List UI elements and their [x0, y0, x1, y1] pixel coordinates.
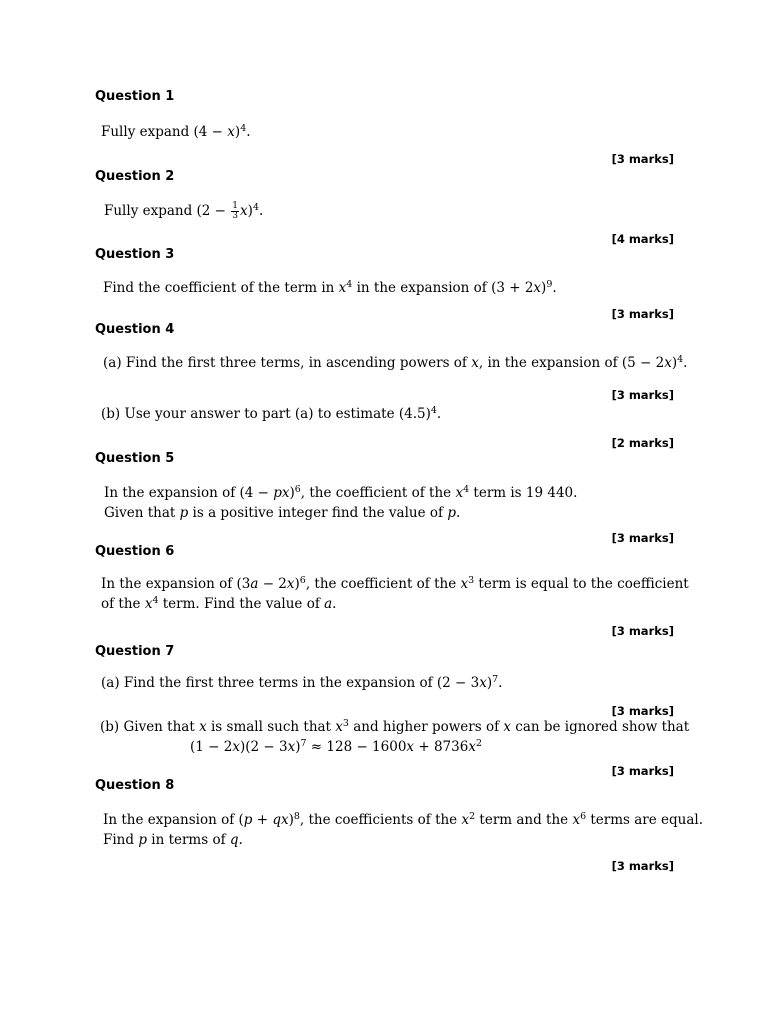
question-4a-marks: [3 marks] — [611, 388, 674, 402]
question-1-text: Fully expand $(4 - x)^4$. — [101, 122, 251, 140]
question-7a-text: (a) Find the first three terms in the expansion of $(2 - 3x)^7$. — [101, 673, 503, 691]
question-4b-text: (b) Use your answer to part (a) to estimate $(4.5)^4$. — [101, 404, 442, 422]
question-6-line-2: of the $x^4$ term. Find the value of a. — [101, 594, 337, 612]
question-8-marks: [3 marks] — [611, 859, 674, 873]
question-1-marks: [3 marks] — [611, 152, 674, 166]
question-2-marks: [4 marks] — [611, 232, 674, 246]
question-2-heading: Question 2 — [95, 169, 175, 184]
question-7a-marks: [3 marks] — [611, 704, 674, 718]
question-7-heading: Question 7 — [95, 644, 175, 659]
question-4b-marks: [2 marks] — [611, 436, 674, 450]
question-8-line-1: In the expansion of (p + qx)$^8$, the coefficients of the $x^2$ term and the $x^6$ terms are equal. — [103, 810, 704, 828]
question-7b-equation: $(1 - 2x)(2 - 3x)^7 \approx 128 - 1600x + 8736x^2$ — [190, 737, 482, 755]
question-2-text: Fully expand (2 − $\frac{1}{3}$ x)$^4$. — [104, 201, 264, 221]
question-8-line-2: Find p in terms of q. — [103, 832, 243, 848]
question-5-line-2: Given that p is a positive integer find the value of p. — [104, 505, 461, 521]
question-5-heading: Question 5 — [95, 451, 175, 466]
question-3-text: Find the coefficient of the term in $x^4$ in the expansion of $(3 + 2x)^9$. — [103, 278, 557, 296]
question-6-heading: Question 6 — [95, 544, 175, 559]
question-4a-text: (a) Find the first three terms, in ascending powers of x, in the expansion of $(5 - 2x)^4$. — [103, 353, 688, 371]
question-3-heading: Question 3 — [95, 247, 175, 262]
question-7b-line-1: (b) Given that x is small such that $x^3$ and higher powers of x can be ignored show that — [100, 717, 690, 735]
question-7b-marks: [3 marks] — [611, 764, 674, 778]
question-6-marks: [3 marks] — [611, 624, 674, 638]
question-8-heading: Question 8 — [95, 778, 175, 793]
question-5-line-1: In the expansion of (4 − px)$^6$, the coefficient of the $x^4$ term is 19 440. — [104, 483, 578, 501]
question-6-line-1: In the expansion of $(3a - 2x)^6$, the coefficient of the $x^3$ term is equal to the coefficient — [101, 574, 689, 592]
question-5-marks: [3 marks] — [611, 531, 674, 545]
question-1-heading: Question 1 — [95, 89, 175, 104]
question-3-marks: [3 marks] — [611, 307, 674, 321]
question-4-heading: Question 4 — [95, 322, 175, 337]
fraction-one-third: $\frac{1}{3}$ — [232, 201, 239, 221]
